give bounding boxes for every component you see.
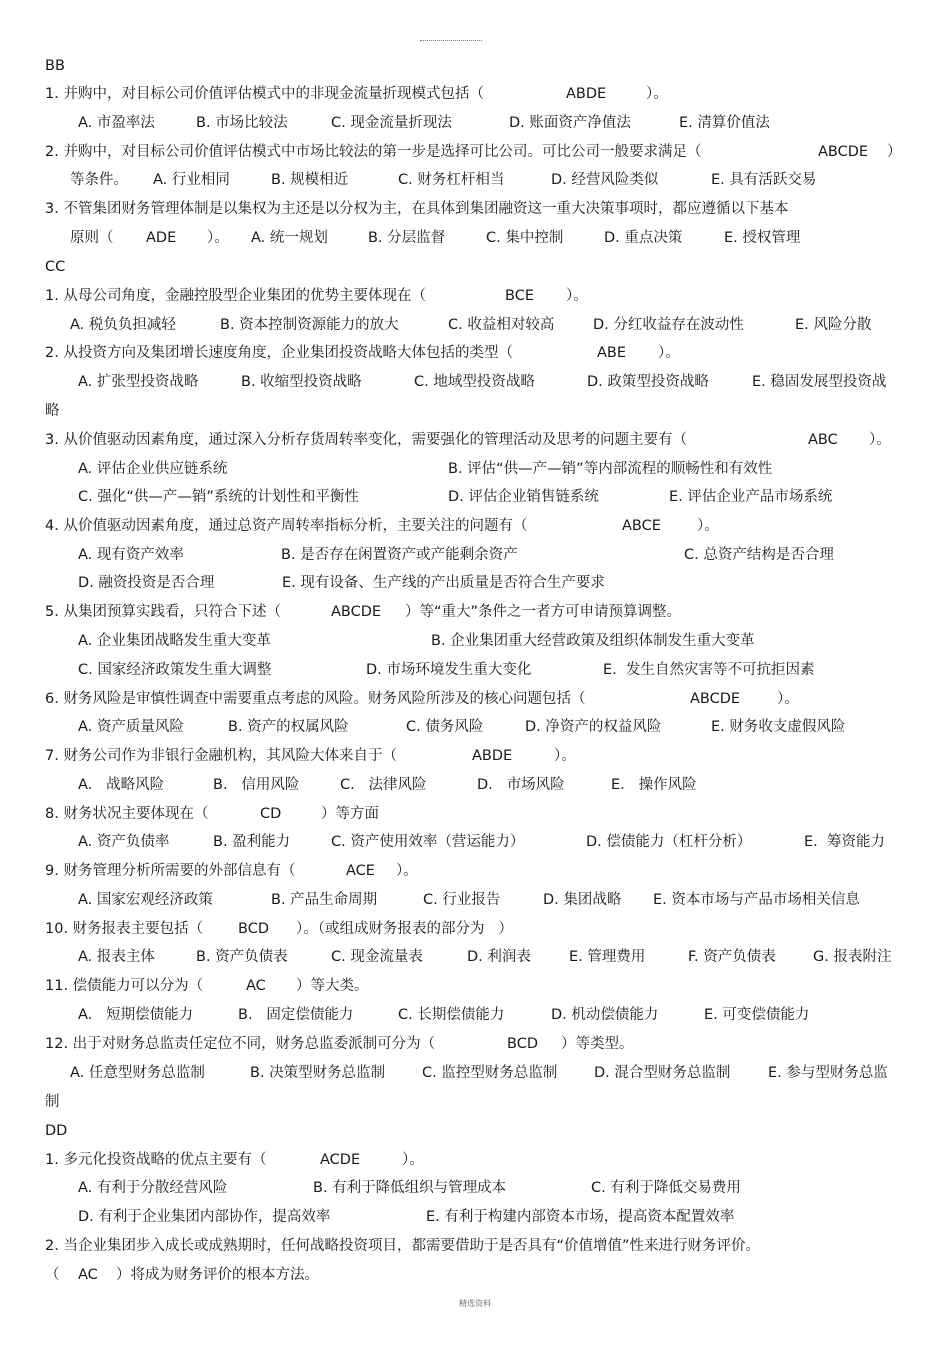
cc-q5-option-a: A. 企业集团战略发生重大变革 <box>78 633 271 649</box>
cc-q2-option-b: B. 收缩型投资战略 <box>241 374 362 390</box>
cc-q7-option-b: B. 信用风险 <box>213 777 300 793</box>
cc-q10-option-d: D. 利润表 <box>467 949 531 965</box>
cc-q11-stem: 11. 偿债能力可以分为（ <box>45 978 204 994</box>
dd-q1-option-e: E. 有利于构建内部资本市场，提高资本配置效率 <box>426 1209 735 1225</box>
cc-q7-option-d: D. 市场风险 <box>477 777 565 793</box>
cc-q1-option-a: A. 税负负担减轻 <box>70 317 176 333</box>
cc-q5-option-e: E. 发生自然灾害等不可抗拒因素 <box>603 662 815 678</box>
cc-q8-close: ）等方面 <box>321 806 379 822</box>
dd-q1-close: ）。 <box>402 1152 424 1168</box>
cc-q11-answer: AC <box>246 978 266 994</box>
cc-q1-option-d: D. 分红收益存在波动性 <box>593 317 744 333</box>
cc-q11-option-b: B. 固定偿债能力 <box>238 1007 354 1023</box>
cc-q3-option-e: E. 评估企业产品市场系统 <box>669 489 833 505</box>
bb-q1-option-c: C. 现金流量折现法 <box>331 115 452 131</box>
page-footer: 精选资料 <box>459 1299 491 1308</box>
bb-q3-option-b: B. 分层监督 <box>368 230 446 246</box>
bb-q2-option-b: B. 规模相近 <box>271 172 349 188</box>
cc-q3-stem: 3. 从价值驱动因素角度，通过深入分析存货周转率变化，需要强化的管理活动及思考的问题主要有（ <box>45 432 687 448</box>
cc-q6-option-b: B. 资产的权属风险 <box>228 719 349 735</box>
cc-q6-option-c: C. 债务风险 <box>406 719 484 735</box>
cc-q4-option-a: A. 现有资产效率 <box>78 547 184 563</box>
cc-q6-option-a: A. 资产质量风险 <box>78 719 184 735</box>
bb-q2-close: ） <box>887 144 902 160</box>
cc-q4-answer: ABCE <box>622 518 661 534</box>
cc-q9-close: ）。 <box>396 863 418 879</box>
cc-q7-option-a: A. 战略风险 <box>78 777 165 793</box>
cc-q3-answer: ABC <box>808 432 838 448</box>
cc-q12-option-c: C. 监控型财务总监制 <box>422 1065 558 1081</box>
bb-q3-option-a: A. 统一规划 <box>251 230 328 246</box>
cc-q3-option-d: D. 评估企业销售链系统 <box>448 489 599 505</box>
bb-q2-option-a: A. 行业相同 <box>153 172 230 188</box>
cc-q2-stem: 2. 从投资方向及集团增长速度角度，企业集团投资战略大体包括的类型（ <box>45 345 513 361</box>
bb-q3-option-c: C. 集中控制 <box>486 230 564 246</box>
cc-q5-close: ）等“重大”条件之一者方可申请预算调整。 <box>405 604 682 620</box>
dd-q2-close: ）将成为财务评价的根本方法。 <box>116 1267 319 1283</box>
bb-q3-answer: ADE <box>146 230 177 246</box>
bb-q2-stem: 2. 并购中，对目标公司价值评估模式中市场比较法的第一步是选择可比公司。可比公司一般要求满足（ <box>45 144 702 160</box>
cc-q9-answer: ACE <box>346 863 375 879</box>
cc-q3-close: ）。 <box>869 432 891 448</box>
cc-q9-option-d: D. 集团战略 <box>543 892 622 908</box>
cc-q1-option-b: B. 资本控制资源能力的放大 <box>220 317 399 333</box>
bb-q3-stem: 3. 不管集团财务管理体制是以集权为主还是以分权为主，在具体到集团融资这一重大决策事项时，都应遵循以下基本 <box>45 201 789 217</box>
cc-q9-option-a: A. 国家宏观经济政策 <box>78 892 213 908</box>
dd-q2-stem: 2. 当企业集团步入成长或成熟期时，任何战略投资项目，都需要借助于是否具有“价值增值”性来进行财务评价。 <box>45 1238 760 1254</box>
dd-q1-option-b: B. 有利于降低组织与管理成本 <box>313 1180 507 1196</box>
cc-q2-option-e: E. 稳固发展型投资战 <box>752 374 887 390</box>
cc-q4-option-b: B. 是否存在闲置资产或产能剩余资产 <box>281 547 518 563</box>
cc-q12-option-e: E. 参与型财务总监 <box>768 1065 888 1081</box>
cc-q9-option-e: E. 资本市场与产品市场相关信息 <box>653 892 860 908</box>
bb-q3-close: ）。 <box>207 230 229 246</box>
bb-q1-option-a: A. 市盈率法 <box>78 115 155 131</box>
bb-q1-option-e: E. 清算价值法 <box>679 115 770 131</box>
cc-q3-option-a: A. 评估企业供应链系统 <box>78 461 228 477</box>
cc-q11-option-d: D. 机动偿债能力 <box>551 1007 659 1023</box>
cc-q10-option-c: C. 现金流量表 <box>331 949 423 965</box>
cc-q1-close: ）。 <box>566 288 588 304</box>
bb-q3-option-e: E. 授权管理 <box>724 230 801 246</box>
cc-q2-option-a: A. 扩张型投资战略 <box>78 374 199 390</box>
cc-q11-close: ）等大类。 <box>296 978 369 994</box>
cc-q11-option-e: E. 可变偿债能力 <box>704 1007 810 1023</box>
cc-q5-option-d: D. 市场环境发生重大变化 <box>366 662 532 678</box>
cc-q8-option-a: A. 资产负债率 <box>78 834 170 850</box>
cc-q2-answer: ABE <box>597 345 627 361</box>
bb-q1-close: ）。 <box>646 86 668 102</box>
cc-q6-option-e: E. 财务收支虚假风险 <box>711 719 846 735</box>
cc-q3-option-b: B. 评估“供—产—销”等内部流程的顺畅性和有效性 <box>448 461 773 477</box>
cc-q11-option-a: A. 短期偿债能力 <box>78 1007 194 1023</box>
dd-q1-stem: 1. 多元化投资战略的优点主要有（ <box>45 1152 267 1168</box>
bb-q2-continuation: 等条件。 <box>70 172 128 188</box>
cc-q10-stem: 10. 财务报表主要包括（ <box>45 921 204 937</box>
dd-q2-answer: AC <box>78 1267 98 1283</box>
cc-q2-option-d: D. 政策型投资战略 <box>587 374 709 390</box>
cc-q12-answer: BCD <box>507 1036 538 1052</box>
cc-q12-close: ）等类型。 <box>561 1036 634 1052</box>
cc-q1-option-c: C. 收益相对较高 <box>448 317 555 333</box>
cc-q7-option-c: C. 法律风险 <box>340 777 427 793</box>
cc-q7-close: ）。 <box>554 748 576 764</box>
cc-q10-option-g: G. 报表附注 <box>813 949 892 965</box>
header-rule <box>420 40 482 41</box>
bb-q3-continuation: 原则（ <box>70 230 114 246</box>
bb-q3-option-d: D. 重点决策 <box>604 230 683 246</box>
cc-q8-stem: 8. 财务状况主要体现在（ <box>45 806 209 822</box>
cc-q12-wrap: 制 <box>45 1094 60 1110</box>
cc-q5-answer: ABCDE <box>331 604 382 620</box>
cc-q4-option-c: C. 总资产结构是否合理 <box>684 547 834 563</box>
cc-q10-option-e: E. 管理费用 <box>569 949 646 965</box>
bb-q1-option-d: D. 账面资产净值法 <box>509 115 631 131</box>
cc-q8-option-c: C. 资产使用效率（营运能力） <box>331 834 525 850</box>
dd-q1-option-a: A. 有利于分散经营风险 <box>78 1180 228 1196</box>
cc-q1-answer: BCE <box>505 288 534 304</box>
cc-q10-option-b: B. 资产负债表 <box>196 949 288 965</box>
cc-q8-option-b: B. 盈利能力 <box>213 834 291 850</box>
cc-q8-option-d: D. 偿债能力（杠杆分析） <box>586 834 752 850</box>
cc-q6-close: ）。 <box>777 691 799 707</box>
cc-q8-answer: CD <box>260 806 282 822</box>
cc-q1-option-e: E. 风险分散 <box>795 317 872 333</box>
section-heading-dd: DD <box>45 1123 68 1139</box>
cc-q9-option-b: B. 产品生命周期 <box>271 892 378 908</box>
cc-q4-stem: 4. 从价值驱动因素角度，通过总资产周转率指标分析，主要关注的问题有（ <box>45 518 528 534</box>
cc-q10-option-a: A. 报表主体 <box>78 949 155 965</box>
section-heading-bb: BB <box>45 58 65 74</box>
cc-q12-option-b: B. 决策型财务总监制 <box>250 1065 386 1081</box>
dd-q2-open: （ <box>45 1267 60 1283</box>
cc-q5-option-c: C. 国家经济政策发生重大调整 <box>78 662 272 678</box>
bb-q1-answer: ABDE <box>566 86 607 102</box>
cc-q10-close: ）。（或组成财务报表的部分为 ） <box>296 921 513 937</box>
dd-q1-option-d: D. 有利于企业集团内部协作，提高效率 <box>78 1209 331 1225</box>
cc-q7-answer: ABDE <box>472 748 513 764</box>
cc-q2-option-c: C. 地域型投资战略 <box>414 374 535 390</box>
dd-q1-answer: ACDE <box>320 1152 361 1168</box>
cc-q1-stem: 1. 从母公司角度，金融控股型企业集团的优势主要体现在（ <box>45 288 426 304</box>
cc-q9-option-c: C. 行业报告 <box>423 892 501 908</box>
cc-q8-option-e: E. 筹资能力 <box>804 834 885 850</box>
cc-q2-close: ）。 <box>658 345 680 361</box>
bb-q2-option-d: D. 经营风险类似 <box>551 172 659 188</box>
cc-q12-option-a: A. 任意型财务总监制 <box>70 1065 205 1081</box>
cc-q7-stem: 7. 财务公司作为非银行金融机构，其风险大体来自于（ <box>45 748 397 764</box>
cc-q3-option-c: C. 强化“供—产—销”系统的计划性和平衡性 <box>78 489 359 505</box>
bb-q1-option-b: B. 市场比较法 <box>196 115 288 131</box>
cc-q11-option-c: C. 长期偿债能力 <box>398 1007 505 1023</box>
bb-q2-answer: ABCDE <box>818 144 869 160</box>
bb-q2-option-c: C. 财务杠杆相当 <box>398 172 505 188</box>
cc-q6-answer: ABCDE <box>690 691 741 707</box>
bb-q2-option-e: E. 具有活跃交易 <box>711 172 817 188</box>
cc-q7-option-e: E. 操作风险 <box>611 777 697 793</box>
cc-q10-option-f: F. 资产负债表 <box>688 949 776 965</box>
cc-q12-stem: 12. 出于对财务总监责任定位不同，财务总监委派制可分为（ <box>45 1036 436 1052</box>
cc-q9-stem: 9. 财务管理分析所需要的外部信息有（ <box>45 863 296 879</box>
bb-q1-stem: 1. 并购中，对目标公司价值评估模式中的非现金流量折现模式包括（ <box>45 86 484 102</box>
cc-q4-option-e: E. 现有设备、生产线的产出质量是否符合生产要求 <box>282 575 605 591</box>
cc-q10-answer: BCD <box>238 921 269 937</box>
section-heading-cc: CC <box>45 259 66 275</box>
cc-q5-stem: 5. 从集团预算实践看，只符合下述（ <box>45 604 281 620</box>
cc-q12-option-d: D. 混合型财务总监制 <box>594 1065 731 1081</box>
cc-q2-wrap: 略 <box>45 403 60 419</box>
dd-q1-option-c: C. 有利于降低交易费用 <box>591 1180 741 1196</box>
cc-q6-option-d: D. 净资产的权益风险 <box>525 719 662 735</box>
cc-q5-option-b: B. 企业集团重大经营政策及组织体制发生重大变革 <box>431 633 755 649</box>
cc-q4-close: ）。 <box>697 518 719 534</box>
cc-q6-stem: 6. 财务风险是审慎性调查中需要重点考虑的风险。财务风险所涉及的核心问题包括（ <box>45 691 586 707</box>
cc-q4-option-d: D. 融资投资是否合理 <box>78 575 215 591</box>
